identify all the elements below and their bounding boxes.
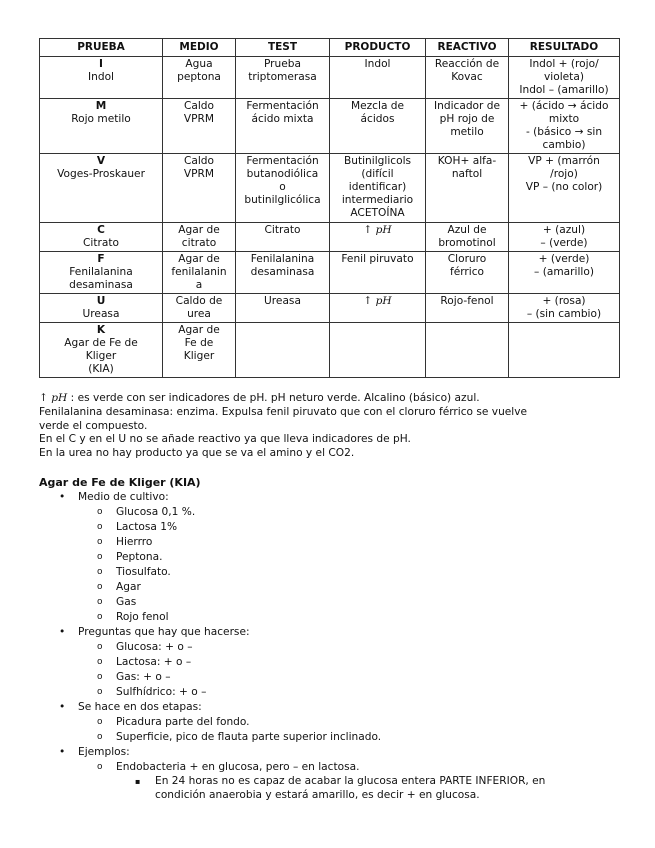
cell-resultado <box>509 57 620 99</box>
cell-line: Fermentación <box>246 100 319 112</box>
table-row <box>40 99 620 154</box>
note-ph-text: : es verde con ser indicadores de pH. pH neturo verde. Alcalino (básico) azul. <box>67 392 480 404</box>
cell-line: Caldo <box>183 155 215 167</box>
cell-line: intermediario <box>341 194 414 206</box>
kia-list <box>39 490 619 505</box>
list-item: o Hierrro <box>39 535 619 550</box>
cell-test <box>236 223 330 252</box>
cell-line: Mezcla de <box>350 100 405 112</box>
cell-line: butinilglicólica <box>244 194 321 206</box>
cell-line: Agar de <box>178 224 220 236</box>
test-name: (KIA) <box>88 363 114 375</box>
test-name: Fenilalanina <box>69 266 133 278</box>
cell-line: desaminasa <box>250 266 315 278</box>
cell-line: urea <box>187 308 211 320</box>
list-item <box>39 775 619 802</box>
list-item: o Glucosa 0,1 %. <box>39 505 619 520</box>
test-name: desaminasa <box>69 279 133 291</box>
kia-list <box>39 745 619 760</box>
cell-medio <box>163 154 236 223</box>
cell-line: Agua <box>185 58 213 70</box>
list-item: o Tiosulfato. <box>39 565 619 580</box>
cell-line: Indol + (rojo/ <box>529 58 599 70</box>
kia-title: Agar de Fe de Kliger (KIA) <box>39 476 201 489</box>
list-item <box>39 490 619 505</box>
biochemical-tests-table <box>39 38 620 378</box>
cell-line: ácidos <box>360 113 395 125</box>
cell-line: ACETOÍNA <box>350 207 405 219</box>
ph-increase-symbol: ↑ pH <box>363 224 392 236</box>
cell-line: a <box>195 279 203 291</box>
cell-line: triptomerasa <box>248 71 317 83</box>
cell-reactivo <box>426 99 509 154</box>
cell-line: violeta) <box>544 71 584 83</box>
cell-line: pH rojo de <box>439 113 495 125</box>
cell-line: o <box>279 181 286 193</box>
cell-line: /rojo) <box>550 168 578 180</box>
list-item: o Gas: + o – <box>39 670 619 685</box>
cell-line: peptona <box>177 71 221 83</box>
cell-line: butanodiólica <box>246 168 319 180</box>
list-item: o Endobacteria + en glucosa, pero – en lactosa. <box>39 760 619 775</box>
cell-line: Indicador de <box>434 100 500 112</box>
cell-producto <box>330 223 426 252</box>
note-urea: En la urea no hay producto ya que se va el amino y el CO2. <box>39 447 355 460</box>
note-c-u: En el C y en el U no se añade reactivo ya que lleva indicadores de pH. <box>39 433 411 446</box>
cell-producto <box>330 252 426 294</box>
kia-etapas-list <box>39 715 619 745</box>
cell-resultado <box>509 294 620 323</box>
cell-line: + (verde) <box>538 253 590 265</box>
test-letter: U <box>96 295 106 307</box>
list-item: • Se hace en dos etapas: <box>39 700 619 715</box>
table-row <box>40 154 620 223</box>
cell-line: Kliger <box>183 350 215 362</box>
cell-test <box>236 99 330 154</box>
cell-line: Indol <box>364 58 391 70</box>
cell-line: Caldo <box>183 100 215 112</box>
cell-reactivo <box>426 323 509 378</box>
cell-line: Fenil piruvato <box>341 253 414 265</box>
note-fenil-line-2: verde el compuesto. <box>39 419 148 432</box>
note-fenil-line-1: Fenilalanina desaminasa: enzima. Expulsa fenil piruvato que con el cloruro férrico se vuelve <box>39 405 528 418</box>
cell-line: Ureasa <box>264 295 301 307</box>
test-name: Kliger <box>85 350 117 362</box>
cell-line: Fenilalanina <box>250 253 315 265</box>
test-letter: F <box>97 253 105 265</box>
cell-prueba <box>40 294 163 323</box>
cell-producto <box>330 323 426 378</box>
kia-list <box>39 700 619 715</box>
cell-line: – (amarillo) <box>534 266 594 278</box>
cell-test <box>236 154 330 223</box>
cell-line: VP + (marrón <box>528 155 600 167</box>
header-test: TEST <box>236 39 330 57</box>
cell-medio <box>163 294 236 323</box>
cell-line: Caldo de <box>175 295 223 307</box>
test-letter: I <box>99 58 103 70</box>
kia-ejemplo-detail-list <box>39 775 619 802</box>
cell-line: + (ácido → ácido <box>519 100 609 112</box>
kia-list <box>39 625 619 640</box>
cell-prueba <box>40 323 163 378</box>
cell-test <box>236 252 330 294</box>
cell-line: KOH+ alfa- <box>437 155 497 167</box>
cell-line: (difícil <box>361 168 394 180</box>
cell-resultado <box>509 223 620 252</box>
cell-producto <box>330 294 426 323</box>
list-item: o Rojo fenol <box>39 610 619 625</box>
cell-line: + (azul) <box>542 224 586 236</box>
list-item: o Lactosa: + o – <box>39 655 619 670</box>
cell-line: mixto <box>548 113 580 125</box>
detail-line: condición anaerobia y estará amarillo, es decir + en glucosa. <box>155 788 480 801</box>
cell-prueba <box>40 57 163 99</box>
ph-increase-symbol: ↑ pH <box>39 392 68 404</box>
cell-line: Reacción de <box>434 58 500 70</box>
kia-medio-label: Medio de cultivo: <box>78 491 169 503</box>
list-item: • Ejemplos: <box>39 745 619 760</box>
cell-line: VP – (no color) <box>525 181 603 193</box>
cell-line: - (básico → sin <box>525 126 603 138</box>
cell-line: Fermentación <box>246 155 319 167</box>
cell-line: identificar) <box>348 181 407 193</box>
cell-resultado <box>509 323 620 378</box>
cell-line: férrico <box>449 266 485 278</box>
ph-increase-symbol: ↑ pH <box>363 295 392 307</box>
cell-line: Rojo-fenol <box>440 295 494 307</box>
cell-prueba <box>40 154 163 223</box>
cell-line: Citrato <box>264 224 301 236</box>
cell-line: bromotinol <box>438 237 496 249</box>
cell-line: Cloruro <box>447 253 487 265</box>
cell-test <box>236 323 330 378</box>
cell-test <box>236 57 330 99</box>
cell-line: Kovac <box>451 71 483 83</box>
cell-medio <box>163 252 236 294</box>
table-row <box>40 252 620 294</box>
cell-resultado <box>509 99 620 154</box>
table-header-row <box>40 39 620 57</box>
kia-section <box>39 475 619 802</box>
cell-resultado <box>509 154 620 223</box>
list-item: o Gas <box>39 595 619 610</box>
detail-line: ▪ En 24 horas no es capaz de acabar la glucosa entera PARTE INFERIOR, en <box>155 775 546 787</box>
cell-line: – (verde) <box>540 237 588 249</box>
list-item: o Agar <box>39 580 619 595</box>
test-name: Citrato <box>83 237 119 249</box>
header-reactivo: REACTIVO <box>426 39 509 57</box>
header-prueba: PRUEBA <box>40 39 163 57</box>
cell-line: naftol <box>451 168 483 180</box>
notes-section <box>39 392 619 461</box>
list-item: • Preguntas que hay que hacerse: <box>39 625 619 640</box>
cell-line: VPRM <box>183 168 215 180</box>
cell-line: Agar de <box>178 324 220 336</box>
cell-prueba <box>40 99 163 154</box>
list-item: o Picadura parte del fondo. <box>39 715 619 730</box>
list-item: o Lactosa 1% <box>39 520 619 535</box>
table-row <box>40 294 620 323</box>
list-item: o Superficie, pico de flauta parte superior inclinado. <box>39 730 619 745</box>
cell-line: Butinilglicols <box>343 155 412 167</box>
table-row <box>40 323 620 378</box>
cell-resultado <box>509 252 620 294</box>
cell-test <box>236 294 330 323</box>
cell-producto <box>330 57 426 99</box>
kia-ejemplos-list <box>39 760 619 775</box>
cell-medio <box>163 99 236 154</box>
cell-line: Indol – (amarillo) <box>519 84 609 96</box>
cell-prueba <box>40 223 163 252</box>
cell-reactivo <box>426 154 509 223</box>
test-letter: M <box>95 100 107 112</box>
test-letter: V <box>96 155 106 167</box>
table-row <box>40 57 620 99</box>
cell-reactivo <box>426 223 509 252</box>
cell-producto <box>330 154 426 223</box>
header-producto: PRODUCTO <box>330 39 426 57</box>
cell-producto <box>330 99 426 154</box>
list-item: o Glucosa: + o – <box>39 640 619 655</box>
cell-line: – (sin cambio) <box>526 308 602 320</box>
test-letter: K <box>96 324 106 336</box>
header-medio: MEDIO <box>163 39 236 57</box>
cell-medio <box>163 57 236 99</box>
kia-preguntas-list <box>39 640 619 700</box>
cell-line: + (rosa) <box>542 295 586 307</box>
cell-line: Azul de <box>447 224 487 236</box>
cell-reactivo <box>426 294 509 323</box>
cell-reactivo <box>426 57 509 99</box>
cell-line: citrato <box>181 237 217 249</box>
note-ph <box>39 392 619 406</box>
test-name: Voges-Proskauer <box>57 168 145 180</box>
cell-line: Agar de <box>178 253 220 265</box>
cell-line: cambio) <box>542 139 586 151</box>
list-item: o Peptona. <box>39 550 619 565</box>
cell-line: VPRM <box>183 113 215 125</box>
test-name: Agar de Fe de <box>64 337 138 349</box>
cell-medio <box>163 223 236 252</box>
test-name: Ureasa <box>82 308 120 320</box>
header-resultado: RESULTADO <box>509 39 620 57</box>
list-item: o Sulfhídrico: + o – <box>39 685 619 700</box>
table-body <box>40 57 620 378</box>
cell-line: fenilalanin <box>171 266 227 278</box>
cell-line: Prueba <box>263 58 301 70</box>
test-letter: C <box>97 224 105 236</box>
cell-line: metilo <box>450 126 484 138</box>
cell-medio <box>163 323 236 378</box>
cell-line: ácido mixta <box>251 113 314 125</box>
test-name: Rojo metilo <box>71 113 131 125</box>
cell-prueba <box>40 252 163 294</box>
kia-medio-list <box>39 505 619 625</box>
table-row <box>40 223 620 252</box>
test-name: Indol <box>88 71 114 83</box>
cell-reactivo <box>426 252 509 294</box>
cell-line: Fe de <box>184 337 214 349</box>
